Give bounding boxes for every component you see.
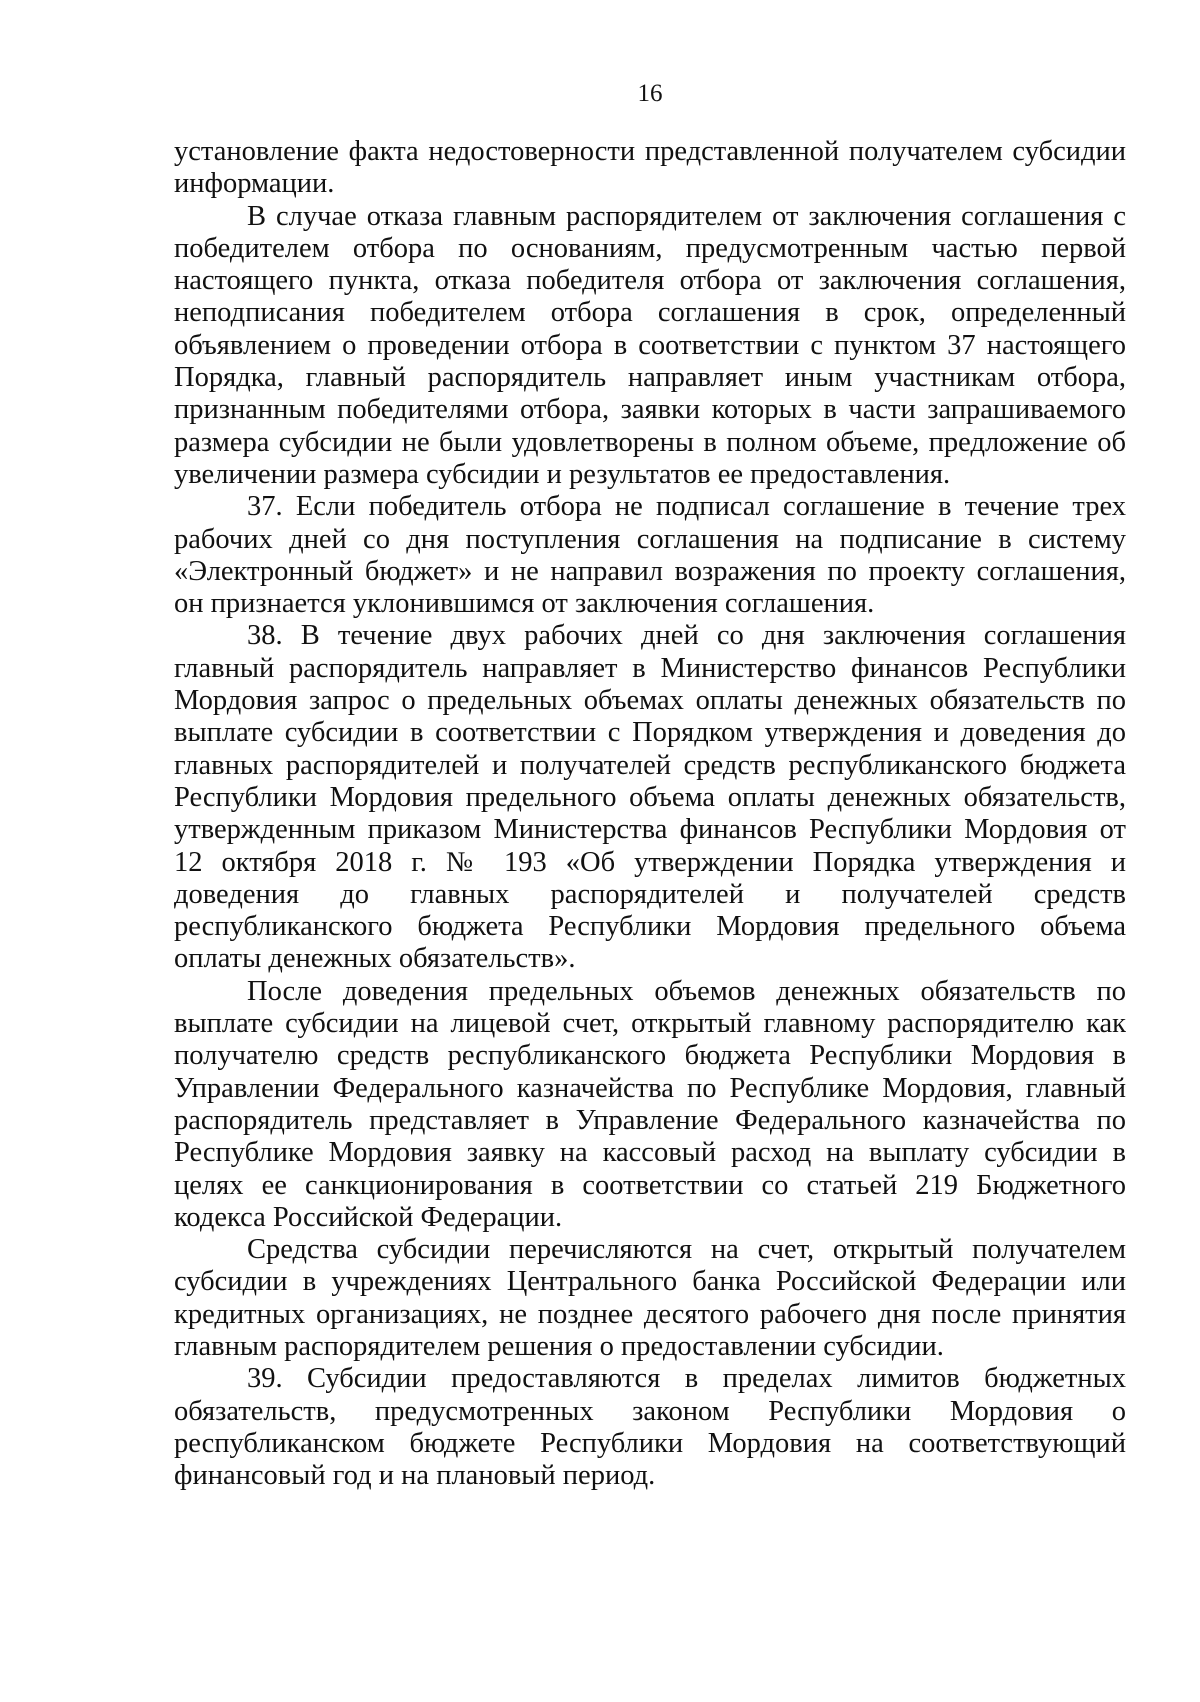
- paragraph-after-limits: После доведения предельных объемов денежных обязательств по выплате субсидии на лицевой счет, открытый главному распорядителю как получателю средств республиканского бюджета Республики Мордовия в Управлении Федерального казначейства по Республике Мордовия, главный распорядитель представляет в Управление Федерального казначейства по Республике Мордовия заявку на кассовый расход на выплату субсидии в целях ее санкционирования в соответствии со статьей 219 Бюджетного кодекса Российской Федерации.: [174, 975, 1126, 1233]
- page-number: 16: [637, 80, 663, 107]
- paragraph-transfer: Средства субсидии перечисляются на счет, открытый получателем субсидии в учреждениях Центрального банка Российской Федерации или кредитных организациях, не позднее десятого рабочего дня после принятия главным распорядителем решения о предоставлении субсидии.: [174, 1234, 1126, 1362]
- paragraph-refusal-case: В случае отказа главным распорядителем от заключения соглашения с победителем отбора по основаниям, предусмотренным частью первой настоящего пункта, отказа победителя отбора от заключения соглашения, неподписания победителем отбора соглашения в срок, определенный объявлением о проведении отбора в соответствии с пунктом 37 настоящего Порядка, главный распорядитель направляет иным участникам отбора, признанным победителями отбора, заявки которых в части запрашиваемого размера субсидии не были удовлетворены в полном объеме, предложение об увеличении размера субсидии и результатов ее предоставления.: [174, 200, 1126, 490]
- paragraph-continuation: установление факта недостоверности представленной получателем субсидии информации.: [174, 136, 1126, 200]
- paragraph-item-39: 39. Субсидии предоставляются в пределах лимитов бюджетных обязательств, предусмотренных законом Республики Мордовия о республиканском бюджете Республики Мордовия на соответствующий финансовый год и на плановый период.: [174, 1363, 1126, 1492]
- paragraph-item-38: 38. В течение двух рабочих дней со дня заключения соглашения главный распорядитель направляет в Министерство финансов Республики Мордовия запрос о предельных объемах оплаты денежных обязательств по выплате субсидии в соответствии с Порядком утверждения и доведения до главных распорядителей и получателей средств республиканского бюджета Республики Мордовия предельного объема оплаты денежных обязательств, утвержденным приказом Министерства финансов Республики Мордовия от 12 октября 2018 г. № 193 «Об утверждении Порядка утверждения и доведения до главных распорядителей и получателей средств республиканского бюджета Республики Мордовия предельного объема оплаты денежных обязательств».: [174, 620, 1126, 975]
- paragraph-item-37: 37. Если победитель отбора не подписал соглашение в течение трех рабочих дней со дня поступления соглашения на подписание в систему «Электронный бюджет» и не направил возражения по проекту соглашения, он признается уклонившимся от заключения соглашения.: [174, 491, 1126, 620]
- document-body: [174, 136, 1126, 1492]
